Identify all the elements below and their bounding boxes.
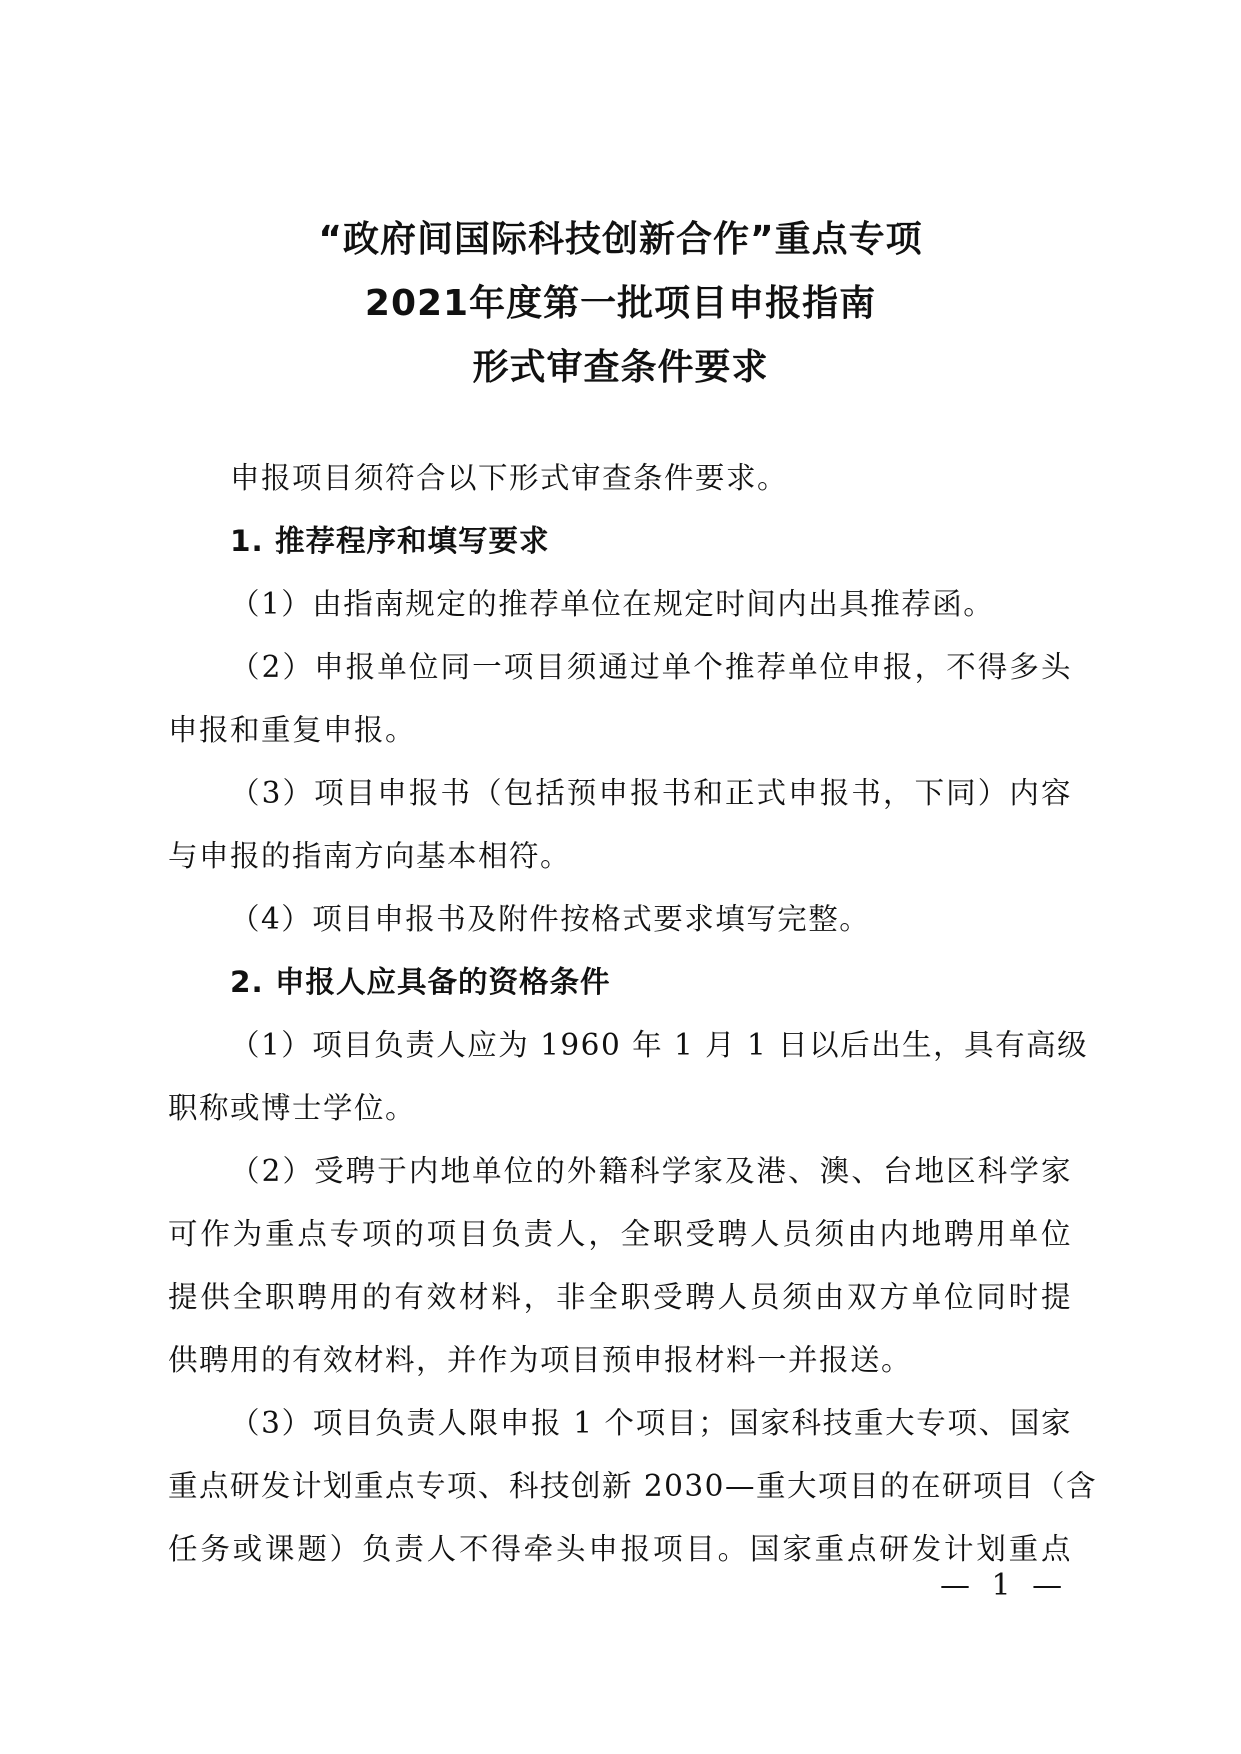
section-1-item-2-line-1: （2）申报单位同一项目须通过单个推荐单位申报，不得多头 (230, 650, 1072, 684)
section-2-item-2-line-2: 可作为重点专项的项目负责人，全职受聘人员须由内地聘用单位 (168, 1217, 1072, 1251)
title-line-1: “政府间国际科技创新合作”重点专项 (318, 219, 923, 260)
intro-paragraph: 申报项目须符合以下形式审查条件要求。 (230, 461, 789, 495)
section-2-item-1-line-2: 职称或博士学位。 (168, 1091, 417, 1125)
section-1-heading: 1. 推荐程序和填写要求 (230, 524, 550, 558)
section-2-item-3-line-3: 任务或课题）负责人不得牵头申报项目。国家重点研发计划重点 (168, 1532, 1072, 1566)
section-1-item-1: （1）由指南规定的推荐单位在规定时间内出具推荐函。 (230, 587, 995, 621)
document-title (0, 208, 1241, 400)
title-line-2: 2021年度第一批项目申报指南 (364, 283, 877, 324)
section-1-item-2-line-2: 申报和重复申报。 (168, 713, 417, 747)
section-1-item-3-line-1: （3）项目申报书（包括预申报书和正式申报书，下同）内容 (230, 776, 1072, 810)
section-2-item-1-line-1: （1）项目负责人应为 1960 年 1 月 1 日以后出生，具有高级 (230, 1028, 1089, 1062)
section-2-heading: 2. 申报人应具备的资格条件 (230, 965, 611, 999)
section-1-item-4: （4）项目申报书及附件按格式要求填写完整。 (230, 902, 871, 936)
section-2-item-2-line-3: 提供全职聘用的有效材料，非全职受聘人员须由双方单位同时提 (168, 1280, 1072, 1314)
section-1-item-3-line-2: 与申报的指南方向基本相符。 (168, 839, 572, 873)
title-line-3: 形式审查条件要求 (472, 347, 769, 388)
section-2-item-3-line-2: 重点研发计划重点专项、科技创新 2030—重大项目的在研项目（含 (168, 1469, 1097, 1503)
document-body (168, 447, 1097, 1581)
section-2-item-2-line-1: （2）受聘于内地单位的外籍科学家及港、澳、台地区科学家 (230, 1154, 1072, 1188)
section-2-item-3-line-1: （3）项目负责人限申报 1 个项目；国家科技重大专项、国家 (230, 1406, 1072, 1440)
section-2-item-2-line-4: 供聘用的有效材料，并作为项目预申报材料一并报送。 (168, 1343, 913, 1377)
page-number: — 1 — (940, 1568, 1069, 1603)
